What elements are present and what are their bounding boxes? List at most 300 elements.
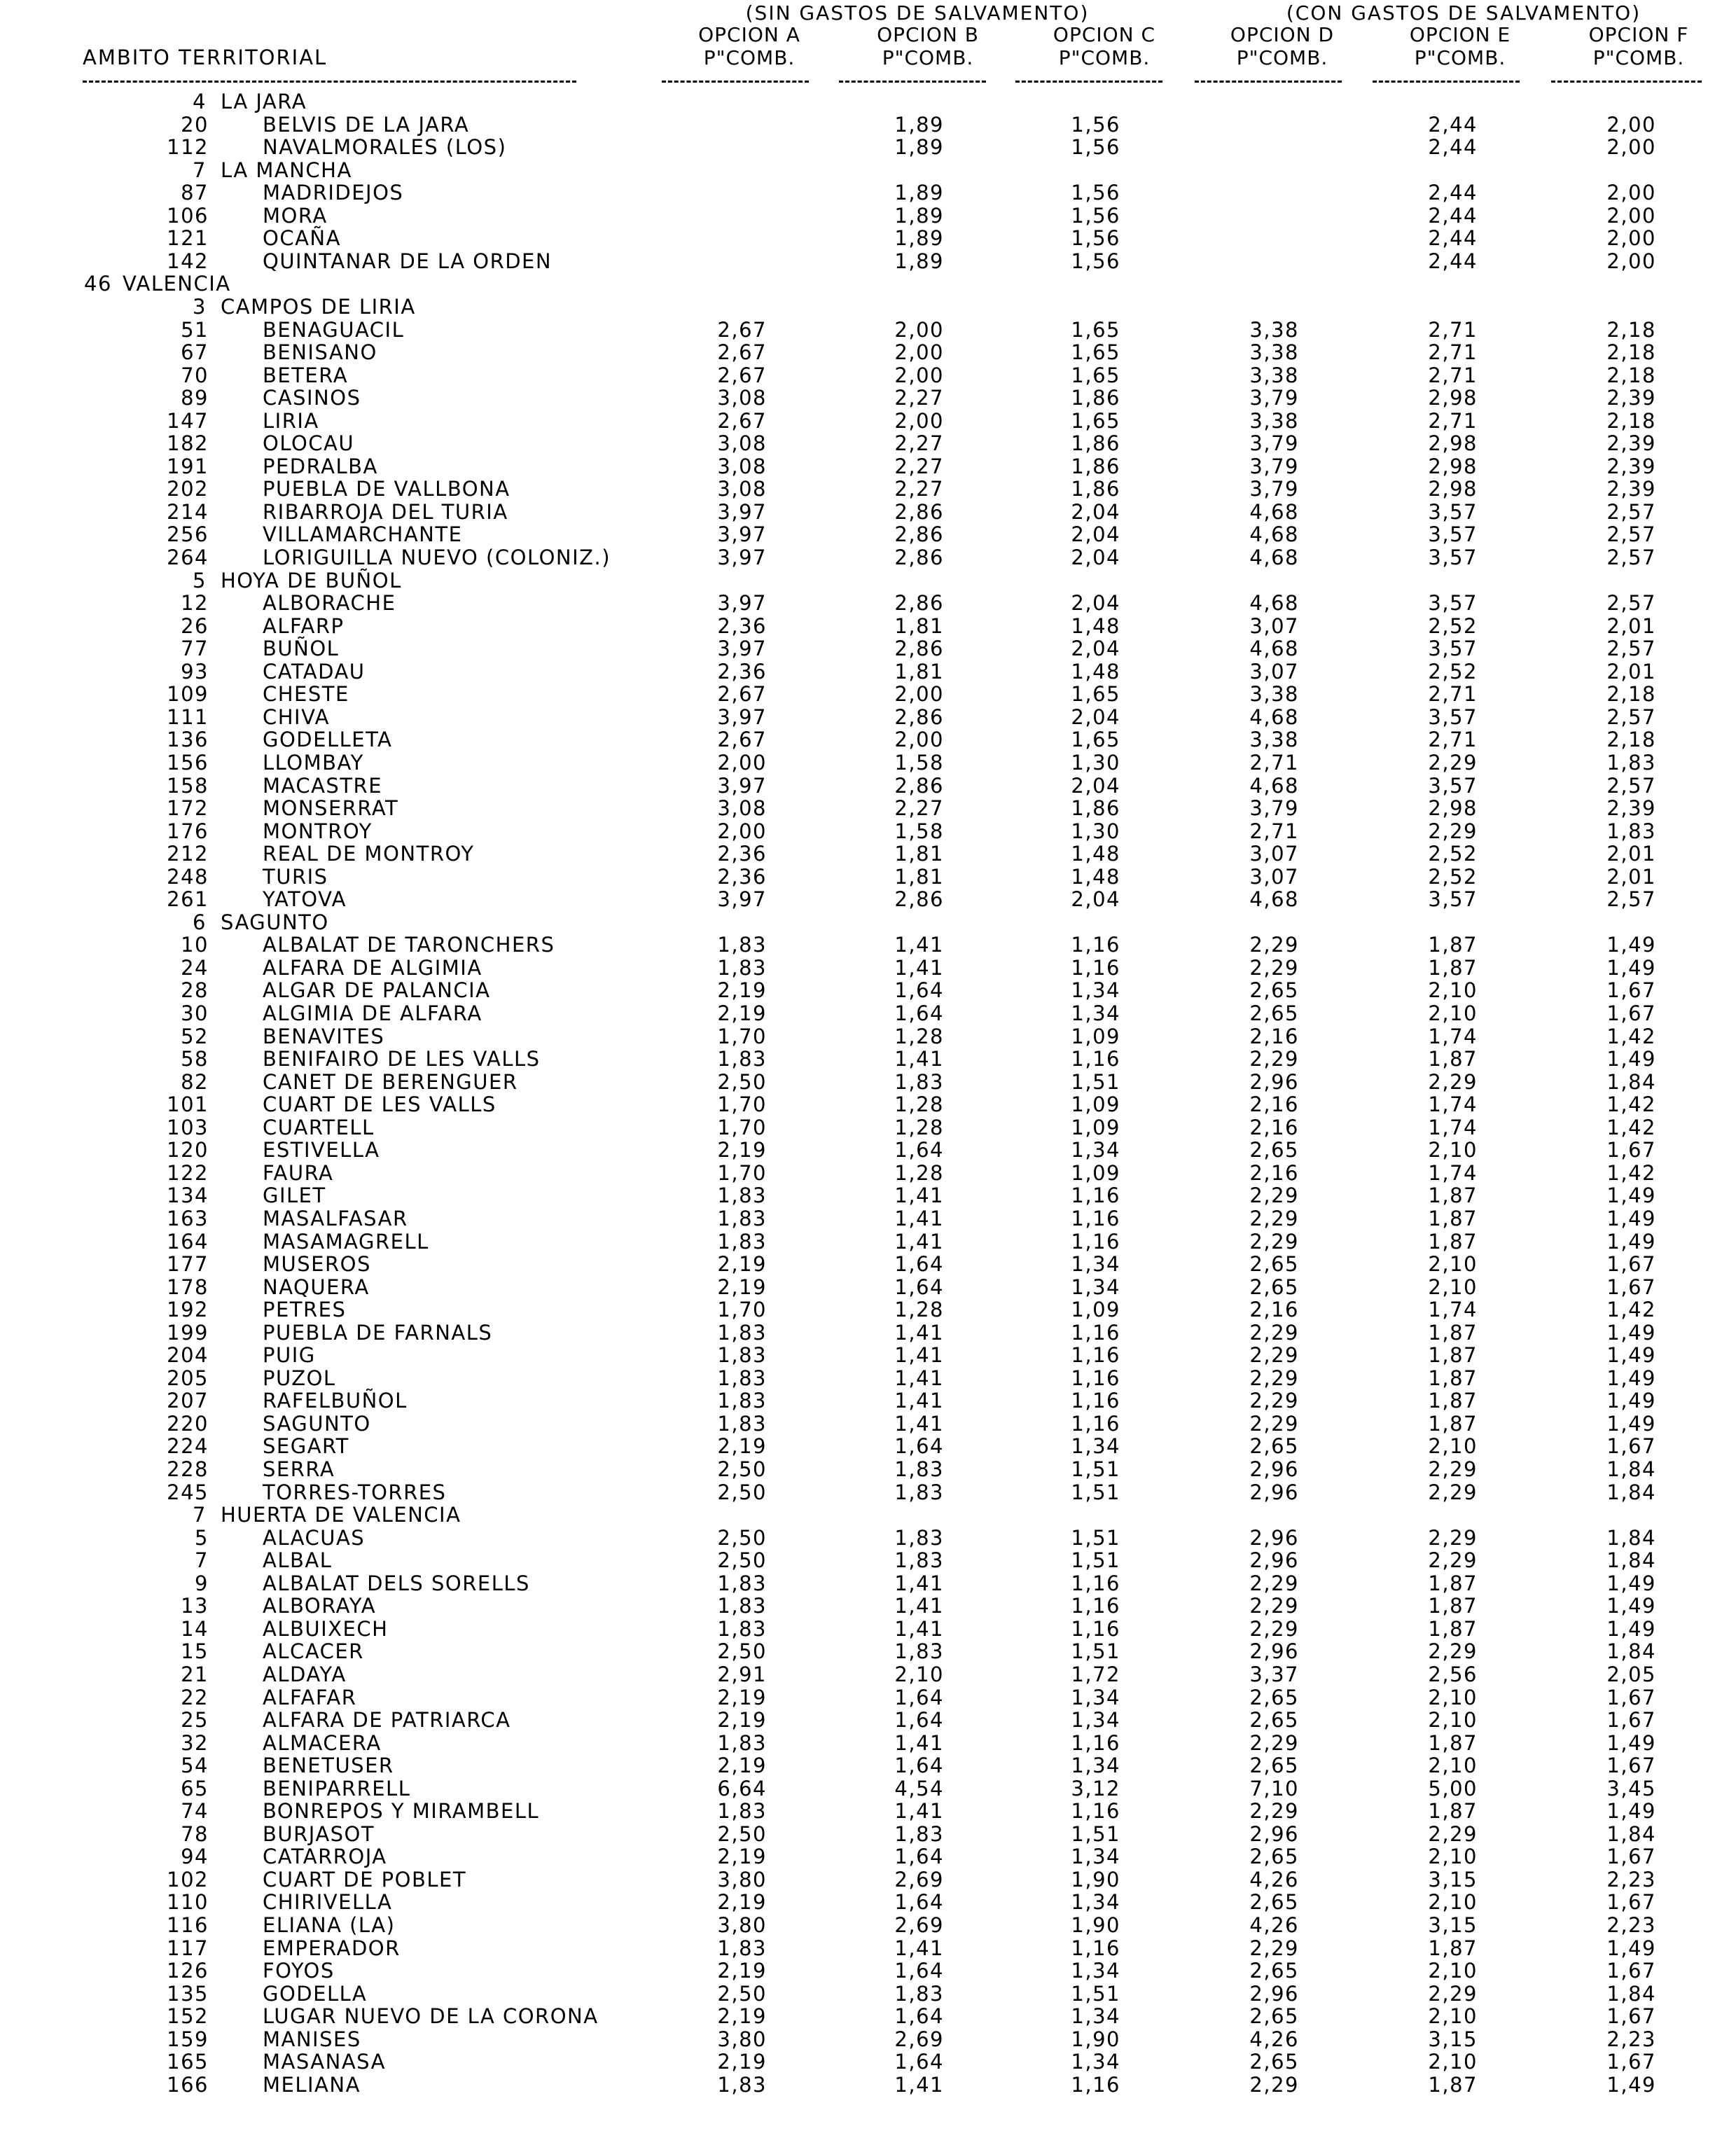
municipality-code: 94 [181,1845,209,1869]
value-option-a: 2,67 [717,340,767,364]
value-option-a: 1,83 [717,1343,767,1368]
value-option-a: 1,83 [717,955,767,980]
value-option-c: 1,16 [1071,1799,1120,1824]
value-option-a: 1,83 [717,1616,767,1641]
value-option-e: 2,52 [1428,842,1478,866]
municipality-row [0,1754,1736,1777]
value-option-d: 2,65 [1249,2004,1299,2029]
municipality-name: FAURA [263,1160,334,1185]
municipality-row [0,774,1736,797]
municipality-row [0,181,1736,204]
value-option-e: 1,87 [1428,1594,1478,1618]
municipality-code: 78 [181,1821,209,1846]
value-option-b: 1,64 [894,1685,944,1709]
value-option-e: 3,57 [1428,637,1478,661]
value-option-f: 1,67 [1606,1959,1656,1983]
municipality-name: LUGAR NUEVO DE LA CORONA [263,2004,599,2029]
value-option-b: 1,64 [894,2050,944,2074]
value-option-d: 3,79 [1249,431,1299,456]
municipality-name: ALBORAYA [263,1594,377,1618]
value-option-a: 3,80 [717,2027,767,2051]
municipality-row [0,614,1736,637]
value-option-f: 1,49 [1606,1343,1656,1368]
municipality-name: BENAVITES [263,1024,385,1048]
value-option-b: 2,27 [894,386,944,410]
value-option-b: 2,27 [894,431,944,456]
value-option-d: 3,79 [1249,454,1299,478]
province-label: 46 [84,272,112,296]
value-option-d: 2,16 [1249,1160,1299,1185]
value-option-d: 2,29 [1249,1616,1299,1641]
comarca-code: 6 [193,910,207,934]
value-option-d: 3,37 [1249,1662,1299,1686]
municipality-row [0,1230,1736,1253]
value-option-d: 4,26 [1249,1913,1299,1937]
value-option-f: 1,67 [1606,1845,1656,1869]
municipality-name: VILLAMARCHANTE [263,522,463,547]
value-option-f: 1,67 [1606,1890,1656,1915]
value-option-d: 4,68 [1249,522,1299,547]
municipality-row [0,340,1736,363]
value-option-c: 1,56 [1071,203,1120,228]
value-option-e: 1,87 [1428,1389,1478,1413]
value-option-b: 2,86 [894,591,944,616]
value-option-c: 1,16 [1071,1206,1120,1230]
value-option-e: 1,87 [1428,1616,1478,1641]
value-option-c: 1,16 [1071,1730,1120,1755]
value-option-e: 2,10 [1428,978,1478,1003]
value-option-c: 1,16 [1071,955,1120,980]
value-option-d: 2,96 [1249,1981,1299,2006]
header-divider-b [839,81,986,83]
value-option-d: 2,16 [1249,1115,1299,1139]
value-option-c: 1,56 [1071,181,1120,205]
municipality-row [0,682,1736,705]
value-option-b: 1,41 [894,1411,944,1436]
value-option-a: 2,67 [717,363,767,387]
value-option-d: 2,96 [1249,1480,1299,1504]
municipality-row [0,705,1736,728]
value-option-a: 2,00 [717,750,767,775]
value-option-b: 1,28 [894,1024,944,1048]
value-option-b: 1,64 [894,1754,944,1778]
municipality-row [0,1366,1736,1389]
value-option-b: 1,28 [894,1160,944,1185]
value-option-b: 1,41 [894,1730,944,1755]
municipality-code: 256 [167,522,209,547]
value-option-f: 2,39 [1606,477,1656,501]
value-option-c: 1,34 [1071,2050,1120,2074]
value-option-b: 1,41 [894,2072,944,2097]
column-header-a-line2: P"COMB. [703,46,796,69]
value-option-b: 1,41 [894,1183,944,1208]
value-option-b: 1,83 [894,1525,944,1550]
value-option-f: 1,84 [1606,1525,1656,1550]
municipality-row [0,2073,1736,2096]
value-option-e: 2,10 [1428,2004,1478,2029]
municipality-name: BELVIS DE LA JARA [263,112,470,137]
value-option-d: 3,07 [1249,842,1299,866]
municipality-row [0,1047,1736,1070]
value-option-b: 2,27 [894,454,944,478]
value-option-e: 1,87 [1428,1366,1478,1390]
value-option-c: 1,86 [1071,454,1120,478]
value-option-f: 2,18 [1606,317,1656,342]
value-option-e: 3,57 [1428,591,1478,616]
municipality-code: 20 [181,112,209,137]
value-option-e: 1,87 [1428,1206,1478,1230]
municipality-code: 74 [181,1799,209,1824]
value-option-e: 2,10 [1428,1001,1478,1025]
value-option-b: 4,54 [894,1776,944,1800]
value-option-f: 2,57 [1606,773,1656,798]
value-option-d: 7,10 [1249,1776,1299,1800]
value-option-a: 2,91 [717,1662,767,1686]
value-option-f: 1,83 [1606,819,1656,843]
value-option-c: 1,09 [1071,1115,1120,1139]
value-option-c: 1,34 [1071,1275,1120,1299]
value-option-b: 2,00 [894,682,944,707]
value-option-b: 2,69 [894,1913,944,1937]
value-option-f: 2,18 [1606,408,1656,433]
value-option-b: 1,41 [894,933,944,957]
value-option-f: 2,00 [1606,135,1656,160]
value-option-a: 1,83 [717,1320,767,1345]
value-option-f: 1,84 [1606,1639,1656,1664]
value-option-f: 2,00 [1606,112,1656,137]
value-option-f: 1,42 [1606,1092,1656,1117]
value-option-e: 3,57 [1428,546,1478,569]
municipality-row [0,1207,1736,1230]
value-option-f: 2,00 [1606,249,1656,273]
value-option-a: 2,36 [717,613,767,638]
value-option-d: 4,68 [1249,773,1299,798]
value-option-f: 1,49 [1606,1320,1656,1345]
value-option-b: 1,64 [894,1890,944,1915]
value-option-d: 3,79 [1249,477,1299,501]
value-option-b: 2,00 [894,408,944,433]
municipality-code: 172 [167,796,209,820]
value-option-f: 1,67 [1606,1434,1656,1459]
municipality-row [0,477,1736,500]
municipality-code: 24 [181,955,209,980]
value-option-a: 3,97 [717,499,767,524]
value-option-b: 2,00 [894,317,944,342]
value-option-f: 1,67 [1606,2050,1656,2074]
value-option-c: 1,16 [1071,1366,1120,1390]
value-option-e: 2,52 [1428,613,1478,638]
column-header-b [847,23,1008,69]
value-option-d: 3,38 [1249,682,1299,707]
value-option-b: 1,81 [894,659,944,683]
municipality-row [0,1457,1736,1480]
municipality-name: REAL DE MONTROY [263,842,475,866]
comarca-code: 3 [193,294,207,319]
municipality-name: BENAGUACIL [263,317,405,342]
municipality-row [0,500,1736,523]
municipality-code: 109 [167,682,209,707]
municipality-name: CUART DE LES VALLS [263,1092,497,1117]
value-option-d: 2,29 [1249,1366,1299,1390]
municipality-row [0,1890,1736,1913]
comarca-code: 7 [193,158,207,182]
value-option-d: 2,71 [1249,819,1299,843]
municipality-row [0,1822,1736,1845]
value-option-a: 2,19 [717,1685,767,1709]
value-option-f: 1,49 [1606,1936,1656,1960]
value-option-b: 1,28 [894,1092,944,1117]
municipality-row [0,1298,1736,1321]
municipality-code: 245 [167,1480,209,1504]
value-option-a: 3,80 [717,1867,767,1891]
municipality-name: ALFARP [263,613,345,638]
value-option-e: 2,10 [1428,2050,1478,2074]
value-option-e: 2,10 [1428,1138,1478,1162]
value-option-c: 1,48 [1071,613,1120,638]
column-header-e [1380,23,1541,69]
municipality-name: PUZOL [263,1366,336,1390]
value-option-d: 3,38 [1249,340,1299,364]
comarca-row [0,295,1736,318]
value-option-d: 4,26 [1249,1867,1299,1891]
value-option-a: 3,97 [717,773,767,798]
municipality-row [0,637,1736,660]
municipality-row [0,842,1736,865]
value-option-e: 2,71 [1428,340,1478,364]
value-option-f: 2,57 [1606,522,1656,547]
value-option-e: 2,71 [1428,317,1478,342]
value-option-e: 2,10 [1428,1845,1478,1869]
value-option-b: 1,41 [894,1206,944,1230]
value-option-b: 1,81 [894,842,944,866]
header-divider-c [1015,81,1162,83]
ambito-territorial-header: AMBITO TERRITORIAL [83,46,328,69]
value-option-a: 2,19 [717,1959,767,1983]
municipality-code: 120 [167,1138,209,1162]
municipality-row [0,1868,1736,1891]
value-option-c: 2,04 [1071,773,1120,798]
value-option-b: 2,69 [894,1867,944,1891]
value-option-a: 3,97 [717,546,767,569]
value-option-b: 1,58 [894,819,944,843]
value-option-e: 2,29 [1428,1480,1478,1504]
value-option-c: 1,56 [1071,135,1120,160]
value-option-e: 2,10 [1428,1434,1478,1459]
value-option-c: 1,90 [1071,2027,1120,2051]
municipality-name: CHIRIVELLA [263,1890,393,1915]
municipality-code: 224 [167,1434,209,1459]
municipality-row [0,431,1736,454]
municipality-row [0,1389,1736,1412]
municipality-code: 122 [167,1160,209,1185]
value-option-b: 1,41 [894,1389,944,1413]
municipality-name: RAFELBUÑOL [263,1389,408,1413]
value-option-a: 2,19 [717,1890,767,1915]
municipality-name: ALBAL [263,1548,333,1573]
value-option-b: 1,83 [894,1480,944,1504]
value-option-a: 1,83 [717,1183,767,1208]
municipality-name: ALBORACHE [263,591,396,616]
municipality-row [0,1183,1736,1207]
value-option-e: 2,29 [1428,1525,1478,1550]
municipality-row [0,113,1736,136]
value-option-f: 1,84 [1606,1457,1656,1481]
municipality-code: 202 [167,477,209,501]
value-option-d: 4,68 [1249,704,1299,729]
comarca-code: 5 [193,568,207,592]
municipality-code: 101 [167,1092,209,1117]
value-option-c: 1,34 [1071,978,1120,1003]
comarca-row [0,910,1736,933]
value-option-b: 2,86 [894,546,944,569]
value-option-b: 2,69 [894,2027,944,2051]
comarca-row [0,1503,1736,1526]
municipality-row [0,1959,1736,1982]
value-option-c: 1,34 [1071,2004,1120,2029]
value-option-c: 1,51 [1071,1639,1120,1664]
value-option-d: 2,29 [1249,1936,1299,1960]
value-option-c: 1,34 [1071,1001,1120,1025]
value-option-c: 1,86 [1071,796,1120,820]
value-option-e: 1,87 [1428,1343,1478,1368]
value-option-d: 4,68 [1249,637,1299,661]
value-option-b: 2,27 [894,477,944,501]
value-option-a: 1,70 [717,1160,767,1185]
value-option-a: 2,67 [717,317,767,342]
municipality-code: 70 [181,363,209,387]
value-option-f: 1,84 [1606,1480,1656,1504]
value-option-f: 1,49 [1606,1799,1656,1824]
value-option-f: 2,57 [1606,499,1656,524]
municipality-code: 102 [167,1867,209,1891]
municipality-name: CHESTE [263,682,349,707]
column-header-d-line2: P"COMB. [1236,46,1328,69]
value-option-f: 1,49 [1606,1389,1656,1413]
value-option-c: 1,16 [1071,1389,1120,1413]
value-option-a: 1,83 [717,933,767,957]
value-option-e: 2,71 [1428,408,1478,433]
value-option-e: 2,44 [1428,181,1478,205]
value-option-d: 2,65 [1249,1845,1299,1869]
municipality-name: YATOVA [263,887,347,912]
value-option-d: 2,96 [1249,1525,1299,1550]
column-header-d-line1: OPCION D [1230,23,1335,46]
column-header-b-line1: OPCION B [877,23,979,46]
value-option-f: 1,49 [1606,933,1656,957]
value-option-c: 1,51 [1071,1480,1120,1504]
value-option-f: 1,49 [1606,1366,1656,1390]
value-option-d: 2,96 [1249,1821,1299,1846]
column-header-a [669,23,830,69]
value-option-e: 2,29 [1428,819,1478,843]
value-option-b: 2,86 [894,637,944,661]
value-option-e: 1,87 [1428,1320,1478,1345]
column-header-c-line1: OPCION C [1053,23,1156,46]
municipality-row [0,2004,1736,2027]
municipality-name: CANET DE BERENGUER [263,1069,518,1094]
municipality-row [0,1138,1736,1161]
value-option-e: 3,57 [1428,887,1478,912]
municipality-code: 58 [181,1047,209,1071]
municipality-code: 89 [181,386,209,410]
value-option-d: 4,68 [1249,546,1299,569]
value-option-c: 2,04 [1071,704,1120,729]
value-option-a: 3,97 [717,887,767,912]
value-option-e: 3,57 [1428,773,1478,798]
municipality-row [0,546,1736,569]
value-option-d: 4,26 [1249,2027,1299,2051]
municipality-code: 12 [181,591,209,616]
municipality-name: CUART DE POBLET [263,1867,467,1891]
value-option-e: 1,74 [1428,1115,1478,1139]
value-option-c: 1,34 [1071,1959,1120,1983]
municipality-name: BENISANO [263,340,377,364]
value-option-b: 2,00 [894,340,944,364]
value-option-e: 1,87 [1428,1936,1478,1960]
value-option-b: 1,41 [894,955,944,980]
municipality-code: 152 [167,2004,209,2029]
comarca-code: 4 [193,90,207,113]
value-option-c: 1,51 [1071,1821,1120,1846]
value-option-a: 2,67 [717,682,767,707]
municipality-row [0,2050,1736,2073]
value-option-b: 1,64 [894,1138,944,1162]
municipality-name: PETRES [263,1298,347,1322]
value-option-e: 2,98 [1428,796,1478,820]
municipality-name: ESTIVELLA [263,1138,380,1162]
municipality-name: ALGIMIA DE ALFARA [263,1001,482,1025]
value-option-e: 1,87 [1428,1730,1478,1755]
value-option-a: 3,08 [717,477,767,501]
municipality-code: 52 [181,1024,209,1048]
value-option-f: 2,23 [1606,2027,1656,2051]
value-option-c: 1,16 [1071,1229,1120,1254]
value-option-c: 1,48 [1071,864,1120,889]
municipality-name: EMPERADOR [263,1936,401,1960]
value-option-c: 1,09 [1071,1024,1120,1048]
municipality-row [0,204,1736,227]
value-option-e: 3,15 [1428,1867,1478,1891]
value-option-d: 3,38 [1249,728,1299,752]
value-option-e: 2,56 [1428,1662,1478,1686]
column-header-c-line2: P"COMB. [1058,46,1151,69]
municipality-row [0,660,1736,683]
municipality-code: 13 [181,1594,209,1618]
value-option-d: 2,29 [1249,1047,1299,1071]
municipality-code: 22 [181,1685,209,1709]
municipality-code: 30 [181,1001,209,1025]
value-option-e: 5,00 [1428,1776,1478,1800]
municipality-row [0,933,1736,956]
value-option-e: 1,74 [1428,1024,1478,1048]
column-header-a-line1: OPCION A [698,23,800,46]
value-option-e: 1,87 [1428,1183,1478,1208]
value-option-f: 1,67 [1606,1708,1656,1732]
value-option-a: 1,83 [717,1206,767,1230]
municipality-code: 26 [181,613,209,638]
municipality-code: 77 [181,637,209,661]
municipality-row [0,454,1736,478]
value-option-b: 1,41 [894,1936,944,1960]
value-option-c: 1,90 [1071,1913,1120,1937]
value-option-c: 1,30 [1071,750,1120,775]
municipality-code: 117 [167,1936,209,1960]
municipality-name: CUARTELL [263,1115,375,1139]
value-option-e: 1,87 [1428,2072,1478,2097]
value-option-b: 2,86 [894,499,944,524]
value-option-b: 1,41 [894,1366,944,1390]
value-option-b: 1,89 [894,181,944,205]
